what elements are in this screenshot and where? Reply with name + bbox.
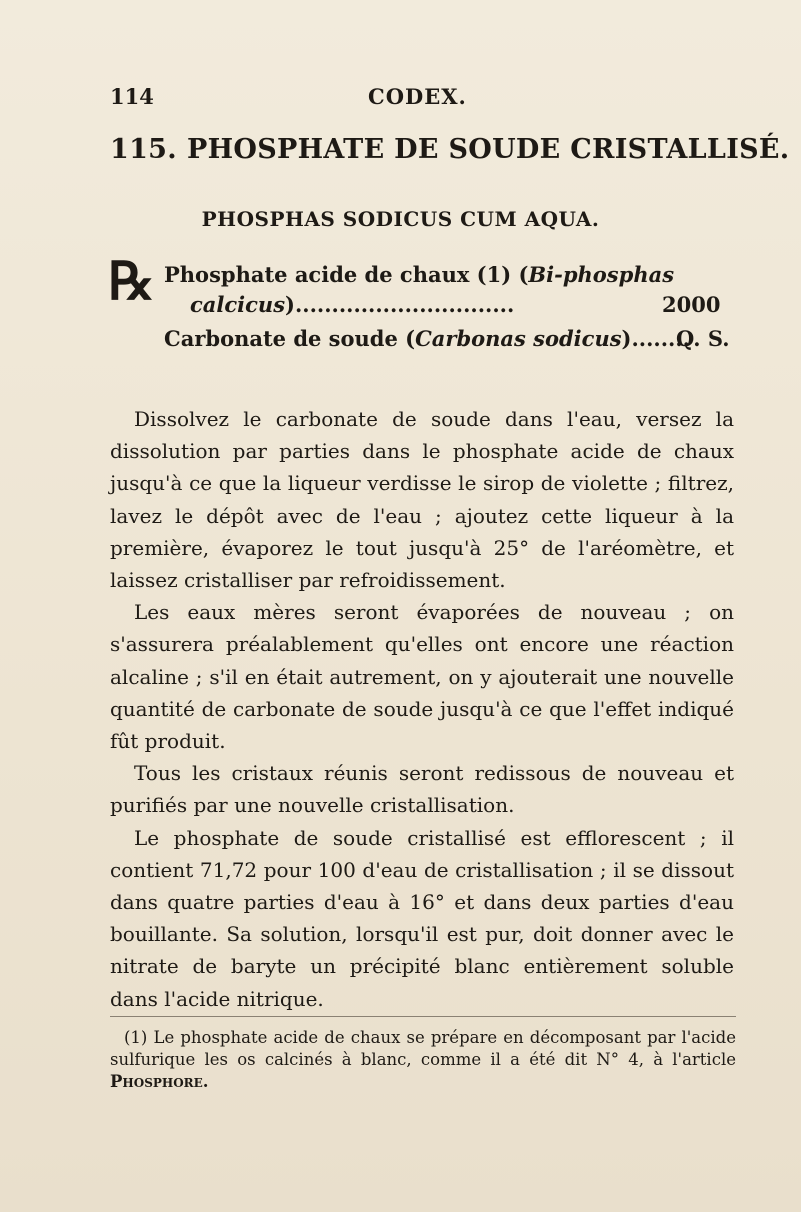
paragraph-2: Les eaux mères seront évaporées de nouveau ; on s'assurera préalablement qu'elles ont encore une réaction alcaline ; s'il en était autrement, on y ajouterait une nouvelle quantité de carbonate de soude jusqu'à ce que l'effet indiqué fût produit. [110,600,734,754]
footnote-text [110,1027,736,1093]
article-title [110,134,790,165]
ingredient-2-name: Carbonate de soude ( [164,326,416,351]
footnote-body: (1) Le phosphate acide de chaux se prépare en décomposant par l'acide sulfurique les os calcinés à blanc, comme il a été dit N° 4, à l'article [110,1028,736,1069]
paragraph-3: Tous les cristaux réunis seront redissous de nouveau et purifiés par une nouvelle cristallisation. [110,761,734,818]
ingredient-1-leader: ).............................. [285,292,515,317]
article-number: 115. [110,134,177,165]
ingredient-1-line1 [164,262,674,287]
footnote-divider [110,1016,736,1017]
article-title-text: PHOSPHATE DE SOUDE CRISTALLISÉ. [186,134,790,165]
ingredient-2-latin: Carbonas sodicus [415,326,622,351]
page-number: 114 [110,84,154,109]
footnote-reference: Phosphore. [110,1072,209,1091]
footnote [110,1027,736,1093]
paragraph-1: Dissolvez le carbonate de soude dans l'eau, versez la dissolution par parties dans le phosphate acide de chaux jusqu'à ce que la liqueur verdisse le sirop de violette ; filtrez, lavez le dépôt avec de l'eau ; ajoutez cette liqueur à la première, évaporez le tout jusqu'à 25° de l'aréomètre, et laissez cristalliser par refroidissement. [110,407,734,593]
ingredient-1-latin-a: Bi-phosphas [528,262,675,287]
ingredient-2-line [164,326,690,351]
ingredient-1-name: Phosphate acide de chaux (1) ( [164,262,529,287]
latin-title: PHOSPHAS SODICUS CUM AQUA. [201,207,600,231]
ingredient-2-leader: )........ [621,326,690,351]
recipe-symbol: ℞ [108,251,155,312]
ingredient-1-latin-b: calcicus [190,292,286,317]
paragraph-4: Le phosphate de soude cristallisé est efflorescent ; il contient 71,72 pour 100 d'eau de cristallisation ; il se dissout dans quatre parties d'eau à 16° et dans deux parties d'eau bouillante. Sa solution, lorsqu'il est pur, doit donner avec le nitrate de baryte un précipité blanc entièrement soluble dans l'acide nitrique. [110,825,734,1011]
ingredient-1-line2 [190,292,514,317]
ingredient-2-quantity: Q. S. [676,326,730,351]
ingredient-1-quantity: 2000 [662,292,721,317]
running-head [110,84,730,114]
running-title: CODEX. [368,84,467,109]
body-text [110,403,734,1015]
